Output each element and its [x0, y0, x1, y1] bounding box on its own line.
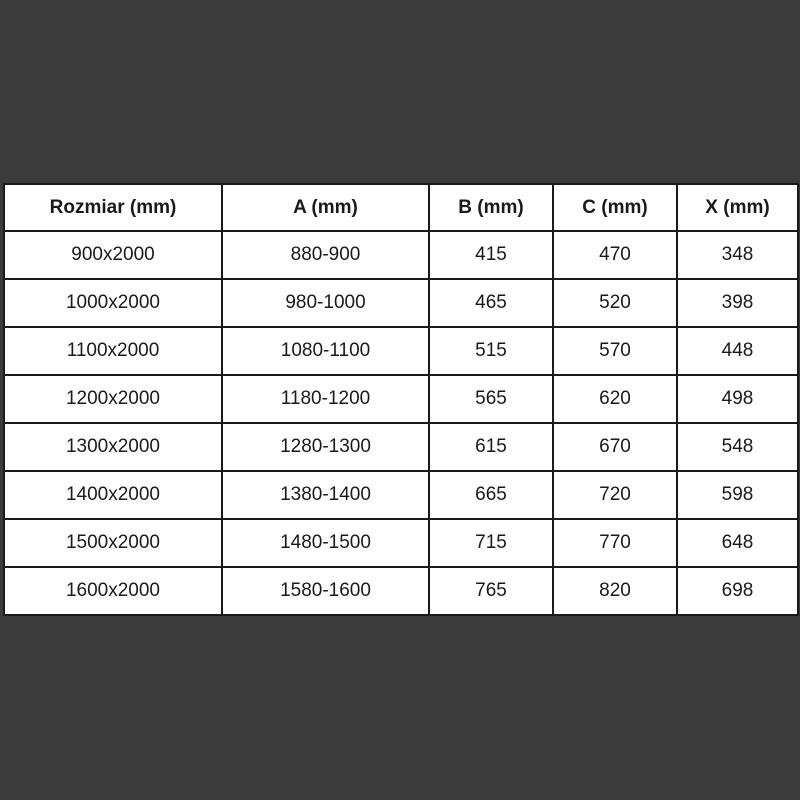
table-cell: 1500x2000 — [4, 519, 222, 567]
table-cell: 470 — [553, 231, 677, 279]
table-cell: 648 — [677, 519, 798, 567]
table-row — [4, 279, 798, 327]
table-cell: 1000x2000 — [4, 279, 222, 327]
table-cell: 770 — [553, 519, 677, 567]
table-cell: 565 — [429, 375, 553, 423]
table-cell: 1480-1500 — [222, 519, 429, 567]
table-cell: 1200x2000 — [4, 375, 222, 423]
table-row — [4, 231, 798, 279]
table-cell: 515 — [429, 327, 553, 375]
table-cell: 665 — [429, 471, 553, 519]
table-cell: 1600x2000 — [4, 567, 222, 615]
header-cell: C (mm) — [553, 184, 677, 231]
table-cell: 900x2000 — [4, 231, 222, 279]
table-cell: 570 — [553, 327, 677, 375]
table-cell: 720 — [553, 471, 677, 519]
table-cell: 348 — [677, 231, 798, 279]
table-row — [4, 327, 798, 375]
table-cell: 520 — [553, 279, 677, 327]
table-row — [4, 567, 798, 615]
header-cell: Rozmiar (mm) — [4, 184, 222, 231]
header-row — [4, 184, 798, 231]
table-cell: 1180-1200 — [222, 375, 429, 423]
table-cell: 615 — [429, 423, 553, 471]
table-cell: 980-1000 — [222, 279, 429, 327]
table-cell: 1100x2000 — [4, 327, 222, 375]
table-row — [4, 519, 798, 567]
table-row — [4, 423, 798, 471]
table-cell: 765 — [429, 567, 553, 615]
table-cell: 1400x2000 — [4, 471, 222, 519]
header-cell: X (mm) — [677, 184, 798, 231]
table-cell: 448 — [677, 327, 798, 375]
table-cell: 598 — [677, 471, 798, 519]
table-cell: 1300x2000 — [4, 423, 222, 471]
table-cell: 1580-1600 — [222, 567, 429, 615]
table-row — [4, 471, 798, 519]
table-cell: 548 — [677, 423, 798, 471]
header-cell: B (mm) — [429, 184, 553, 231]
table-cell: 698 — [677, 567, 798, 615]
table-cell: 498 — [677, 375, 798, 423]
table-cell: 880-900 — [222, 231, 429, 279]
table-cell: 415 — [429, 231, 553, 279]
table-cell: 670 — [553, 423, 677, 471]
header-cell: A (mm) — [222, 184, 429, 231]
table-cell: 715 — [429, 519, 553, 567]
table-row — [4, 375, 798, 423]
size-spec-table — [3, 183, 799, 616]
table-cell: 620 — [553, 375, 677, 423]
table-cell: 820 — [553, 567, 677, 615]
table-cell: 1280-1300 — [222, 423, 429, 471]
table-cell: 1080-1100 — [222, 327, 429, 375]
table-cell: 398 — [677, 279, 798, 327]
table-cell: 1380-1400 — [222, 471, 429, 519]
table-cell: 465 — [429, 279, 553, 327]
table-body — [4, 231, 798, 615]
